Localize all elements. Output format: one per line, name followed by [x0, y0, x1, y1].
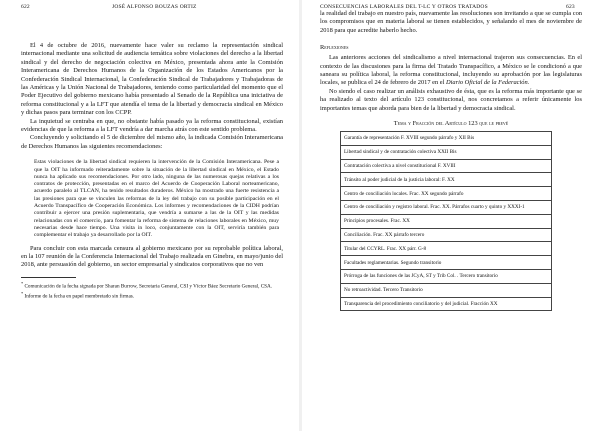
left-paragraph-2: La inquietud se centraba en que, no obstante había pasado ya la reforma constitucional, existían evidencias de que la reforma a la LFT vendría a dar marcha atrás con este sentido problema.	[21, 117, 283, 134]
table-row	[341, 270, 552, 284]
table-row	[341, 283, 552, 297]
table-cell: Facultades reglamentarias. Segundo transitorio	[341, 256, 552, 270]
table-cell: Libertad sindical y de contratación colectiva XXII Bis	[341, 145, 552, 159]
table-row	[341, 201, 552, 215]
section-heading: Reflexiones	[320, 44, 349, 52]
table-cell: Centro de conciliación y registro laboral. Frac. XX. Párrafos cuarto y quinto y XXXI-1	[341, 201, 552, 215]
right-page	[301, 0, 600, 431]
right-paragraph-1	[320, 54, 582, 88]
table-cell: Conciliación. Frac. XX párrafo tercero	[341, 228, 552, 242]
table-cell: Prórroga de las funciones de las JCyA, ST y Trib Col. . Tercero transitorio	[341, 270, 552, 284]
diario-oficial-italic: Diario Oficial de la Federación.	[446, 79, 530, 87]
table-row	[341, 228, 552, 242]
table-row	[341, 242, 552, 256]
left-text-column	[21, 42, 283, 300]
table-row	[341, 132, 552, 146]
right-running-head: CONSECUENCIAS LABORALES DEL T-LC Y OTROS TRATADOS	[320, 4, 488, 10]
table-title: Tema y Fracción del Artículo 123 que le prevé	[393, 120, 509, 128]
table-row	[341, 145, 552, 159]
left-closing-paragraph: Para concluir con esta marcada censura al gobierno mexicano por su reprobable política laboral, en la 107 reunión de la Conferencia Internacional del Trabajo realizada en Ginebra, en mayo/junio del 2018, ante persuasión del gobierno, un sector empresarial y sindicatos corporativos que no ven	[21, 244, 283, 269]
table-cell: Contratación colectiva a nivel constitucional F. XVIII	[341, 159, 552, 173]
table-row	[341, 256, 552, 270]
right-page-number: 623	[566, 4, 575, 10]
table-row	[341, 187, 552, 201]
table-cell: No retroactividad. Tercero Transitorio	[341, 283, 552, 297]
block-quote: Estas violaciones de la libertad sindical requieren la intervención de la Comisión Interamericana. Pese a que la OIT ha informado reiteradamente sobre la situación de la libertad sindical en México, el Estado nunca ha aplicado sus recomendaciones. Por otro lado, ninguna de las numerosas quejas relativas a los contratos de protección, presentadas en el marco del Acuerdo de Cooperación Laboral norteamericano, acuerdo paralelo al TLCAN, ha tenido resultados duraderos. México ha mostrado una fuerte resistencia a las presiones para que se vinculen las reformas de la ley del trabajo con su posible participación en el Acuerdo Transpacífico de Cooperación Económica. Los informes y recomendaciones de la CIDH podrían contribuir a ejercer una presión suplementaria, que vendría a sumarse a las de la OIT y las medidas relacionadas con el comercio, para fomentar la reforma de sistema de relaciones laborales en México, muy necesarias desde hace tiempo. Una visita in loco, conjuntamente con la OIT, serviría también para complementar el trabajo ya desarrollado por la OIT.	[34, 159, 279, 239]
right-text-column	[320, 10, 582, 311]
article-123-table	[340, 131, 552, 311]
footnote-1: * Comunicación de la fecha signada por Sharan Burrow, Secretaria General, CSI y Víctor Báez Secretario General, CSA.	[21, 280, 273, 290]
table-cell: Tránsito al poder judicial de la justicia laboral: F. XX	[341, 173, 552, 187]
table-cell: Garantía de representación F. XVIII segundo párrafo y XII Bis	[341, 132, 552, 146]
table-row	[341, 297, 552, 311]
footnote-rule	[21, 277, 76, 278]
left-page-number: 622	[21, 4, 30, 10]
right-intro-paragraph: la realidad del trabajo en nuestro país, nuevamente las resoluciones son invitando a que se cumpla con los compromisos que en materia laboral se tienen establecidos, y señalando el mes de noviembre de 2018 para que acredite haberlo hecho.	[320, 10, 582, 34]
table-row	[341, 159, 552, 173]
footnote-2: * Informe de la fecha en papel membretado sin firmas.	[21, 290, 135, 300]
footnote-2-text: Informe de la fecha en papel membretado sin firmas.	[24, 293, 135, 300]
left-paragraph-1: El 4 de octubre de 2016, nuevamente hace valer su reclamo la representación sindical internacional mediante una solicitud de audiencia temática sobre violaciones del derecho a la libertad sindical y del derecho de negociación colectiva en México, presentada ahora ante la Comisión Interamericana de Derechos Humanos de la Organización de los Estados Americanos por la Confederación Sindical Internacional, la Confederación Sindical de Trabajadores y Trabajadoras de las Américas y la Unión Nacional de Trabajadores, teniendo como particularidad del momento que el Poder Ejecutivo del gobierno mexicano había presentado al Senado de la República una iniciativa de reforma constitucional y a la LFT que atendía el tema de la libertad y democracia sindical en México y dichas pasos para terminar con los CCPP.	[21, 42, 283, 117]
right-paragraph-2: No siendo el caso realizar un análisis exhaustivo de ésta, que es la reforma más importante que se ha realizado al texto del artículo 123 constitucional, nos concretamos a referir únicamente los importantes temas que aborda para bien de la libertad y democracia sindical.	[320, 87, 582, 112]
table-cell: Transparencia del procedimiento conciliatorio y del judicial. Fracción XX	[341, 297, 552, 311]
table-cell: Centro de conciliación locales. Frac. XX segundo párrafo	[341, 187, 552, 201]
table-cell: Principios procesales. Frac. XX	[341, 214, 552, 228]
table-row	[341, 214, 552, 228]
table-row	[341, 173, 552, 187]
table-cell: Titular del CCYRL. Frac. XX párr. G-8	[341, 242, 552, 256]
right-paragraph-1-text: Las anteriores acciones del sindicalismo a nivel internacional trajeron sus consecuencias. En el contexto de las discusiones para la firma del Tratado Transpacífico, a México se le condicionó a que saneara su política laboral, la reforma constitucional, incluyendo su aprobación por las legislaturas locales, se publica el 24 de febrero de 2017 en el	[320, 54, 582, 87]
left-running-head: JOSÉ ALFONSO BOUZAS ORTIZ	[112, 4, 197, 10]
left-paragraph-3: Concluyendo y solicitando el 5 de diciembre del mismo año, la indicada Comisión Interamericana de Derechos Humanos las siguientes recomendaciones:	[21, 134, 283, 150]
footnote-1-text: Comunicación de la fecha signada por Sharan Burrow, Secretaria General, CSI y Víctor Báez Secretario General, CSA.	[24, 283, 273, 290]
